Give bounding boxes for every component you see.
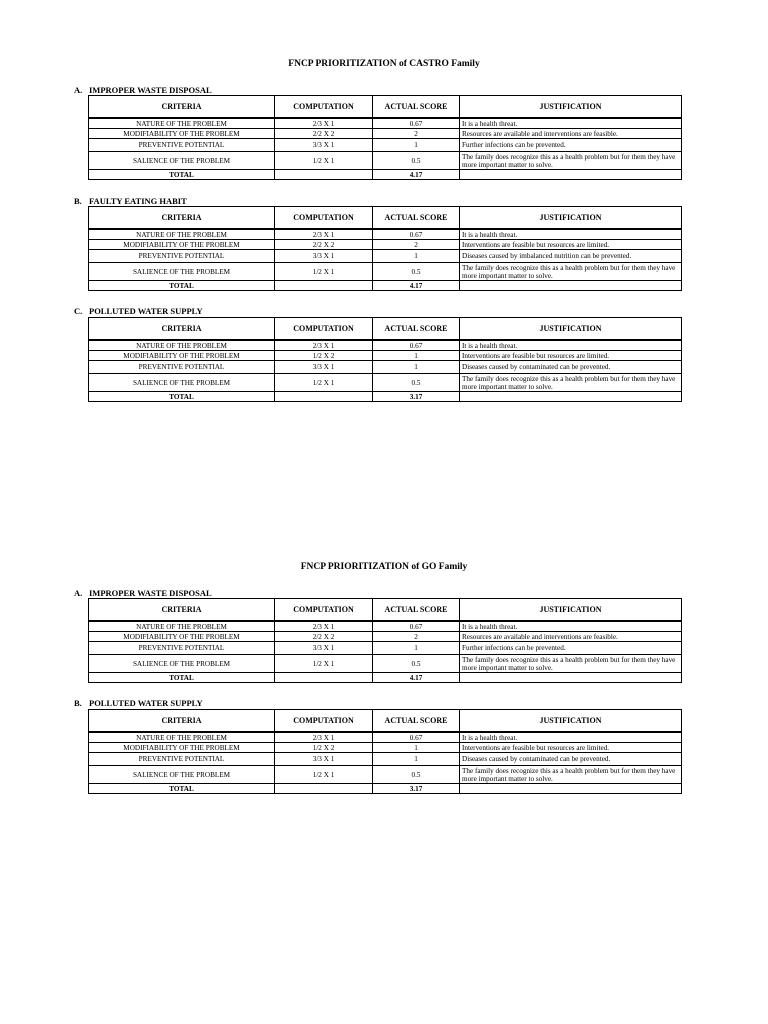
criteria-cell: PREVENTIVE POTENTIAL (89, 753, 275, 766)
total-justification-cell (460, 784, 682, 794)
computation-cell: 2/2 X 2 (275, 240, 373, 250)
computation-cell: 2/3 X 1 (275, 621, 373, 632)
justification-cell: The family does recognize this as a health problem but for them they have more important matter to solve. (460, 152, 682, 170)
actual-score-header: ACTUAL SCORE (373, 96, 460, 119)
score-cell: 0.5 (373, 152, 460, 170)
table-row (89, 263, 682, 281)
score-cell: 1 (373, 250, 460, 263)
computation-header: COMPUTATION (275, 599, 373, 622)
justification-cell: Interventions are feasible but resources are limited. (460, 240, 682, 250)
criteria-header: CRITERIA (89, 96, 275, 119)
table-row (89, 250, 682, 263)
criteria-cell: SALIENCE OF THE PROBLEM (89, 655, 275, 673)
go-section-b-table (88, 709, 682, 794)
total-score-cell: 4.17 (373, 170, 460, 180)
score-cell: 0.5 (373, 766, 460, 784)
castro-section-a-heading (74, 85, 212, 95)
total-row (89, 673, 682, 683)
justification-cell: It is a health threat. (460, 229, 682, 240)
total-row (89, 170, 682, 180)
justification-cell: Diseases caused by contaminated can be prevented. (460, 753, 682, 766)
score-cell: 0.67 (373, 621, 460, 632)
score-cell: 1 (373, 753, 460, 766)
computation-cell: 2/2 X 2 (275, 632, 373, 642)
castro-section-a-table (88, 95, 682, 180)
computation-cell: 1/2 X 2 (275, 351, 373, 361)
criteria-cell: MODIFIABILITY OF THE PROBLEM (89, 240, 275, 250)
table-row (89, 129, 682, 139)
go-section-a-table (88, 598, 682, 683)
table-row (89, 139, 682, 152)
criteria-header: CRITERIA (89, 710, 275, 733)
table-row (89, 229, 682, 240)
total-justification-cell (460, 673, 682, 683)
justification-cell: Further infections can be prevented. (460, 642, 682, 655)
section-title: FAULTY EATING HABIT (89, 196, 187, 206)
total-score-cell: 3.17 (373, 784, 460, 794)
criteria-cell: SALIENCE OF THE PROBLEM (89, 766, 275, 784)
actual-score-header: ACTUAL SCORE (373, 599, 460, 622)
justification-cell: Diseases caused by contaminated can be prevented. (460, 361, 682, 374)
go-section-b-heading (74, 698, 203, 708)
table-row (89, 621, 682, 632)
computation-cell: 3/3 X 1 (275, 250, 373, 263)
criteria-cell: MODIFIABILITY OF THE PROBLEM (89, 743, 275, 753)
section-letter: B. (74, 196, 82, 206)
table-row (89, 152, 682, 170)
total-computation-cell (275, 392, 373, 402)
section-title: POLLUTED WATER SUPPLY (89, 698, 203, 708)
score-cell: 0.5 (373, 263, 460, 281)
criteria-cell: SALIENCE OF THE PROBLEM (89, 374, 275, 392)
computation-cell: 2/3 X 1 (275, 118, 373, 129)
criteria-cell: SALIENCE OF THE PROBLEM (89, 263, 275, 281)
castro-section-b-heading (74, 196, 187, 206)
computation-cell: 2/3 X 1 (275, 732, 373, 743)
score-cell: 0.67 (373, 732, 460, 743)
total-justification-cell (460, 170, 682, 180)
score-cell: 2 (373, 240, 460, 250)
justification-header: JUSTIFICATION (460, 318, 682, 341)
section-letter: A. (74, 588, 83, 598)
total-label: TOTAL (89, 784, 275, 794)
criteria-cell: NATURE OF THE PROBLEM (89, 229, 275, 240)
criteria-cell: MODIFIABILITY OF THE PROBLEM (89, 632, 275, 642)
justification-cell: Resources are available and interventions are feasible. (460, 632, 682, 642)
computation-cell: 1/2 X 2 (275, 743, 373, 753)
table-row (89, 340, 682, 351)
table-row (89, 240, 682, 250)
justification-cell: Interventions are feasible but resources are limited. (460, 743, 682, 753)
criteria-cell: NATURE OF THE PROBLEM (89, 732, 275, 743)
computation-header: COMPUTATION (275, 96, 373, 119)
criteria-cell: NATURE OF THE PROBLEM (89, 621, 275, 632)
actual-score-header: ACTUAL SCORE (373, 207, 460, 230)
computation-cell: 1/2 X 1 (275, 766, 373, 784)
total-computation-cell (275, 281, 373, 291)
justification-cell: It is a health threat. (460, 621, 682, 632)
section-title: IMPROPER WASTE DISPOSAL (89, 588, 212, 598)
table-row (89, 753, 682, 766)
criteria-cell: PREVENTIVE POTENTIAL (89, 139, 275, 152)
justification-cell: The family does recognize this as a health problem but for them they have more important matter to solve. (460, 766, 682, 784)
computation-header: COMPUTATION (275, 318, 373, 341)
justification-header: JUSTIFICATION (460, 207, 682, 230)
computation-cell: 3/3 X 1 (275, 139, 373, 152)
castro-section-c-heading (74, 306, 203, 316)
computation-cell: 3/3 X 1 (275, 361, 373, 374)
total-justification-cell (460, 281, 682, 291)
table-row (89, 766, 682, 784)
actual-score-header: ACTUAL SCORE (373, 710, 460, 733)
criteria-header: CRITERIA (89, 599, 275, 622)
score-cell: 0.67 (373, 340, 460, 351)
criteria-cell: PREVENTIVE POTENTIAL (89, 361, 275, 374)
castro-section-b-table (88, 206, 682, 291)
section-letter: B. (74, 698, 82, 708)
section-title: POLLUTED WATER SUPPLY (89, 306, 203, 316)
justification-cell: The family does recognize this as a health problem but for them they have more important matter to solve. (460, 374, 682, 392)
computation-cell: 2/2 X 2 (275, 129, 373, 139)
table-row (89, 361, 682, 374)
table-row (89, 655, 682, 673)
castro-section-c-table (88, 317, 682, 402)
computation-header: COMPUTATION (275, 207, 373, 230)
criteria-cell: NATURE OF THE PROBLEM (89, 118, 275, 129)
justification-cell: Further infections can be prevented. (460, 139, 682, 152)
go-family-title: FNCP PRIORITIZATION of GO Family (300, 562, 468, 572)
section-letter: C. (74, 306, 83, 316)
computation-header: COMPUTATION (275, 710, 373, 733)
table-row (89, 732, 682, 743)
justification-cell: The family does recognize this as a health problem but for them they have more important matter to solve. (460, 263, 682, 281)
computation-cell: 3/3 X 1 (275, 753, 373, 766)
total-label: TOTAL (89, 392, 275, 402)
total-label: TOTAL (89, 170, 275, 180)
table-row (89, 743, 682, 753)
justification-cell: Resources are available and interventions are feasible. (460, 129, 682, 139)
actual-score-header: ACTUAL SCORE (373, 318, 460, 341)
justification-cell: It is a health threat. (460, 340, 682, 351)
table-row (89, 632, 682, 642)
total-row (89, 281, 682, 291)
score-cell: 0.5 (373, 374, 460, 392)
total-row (89, 784, 682, 794)
table-row (89, 351, 682, 361)
total-computation-cell (275, 170, 373, 180)
justification-cell: Diseases caused by imbalanced nutrition can be prevented. (460, 250, 682, 263)
computation-cell: 1/2 X 1 (275, 655, 373, 673)
total-label: TOTAL (89, 673, 275, 683)
section-letter: A. (74, 85, 83, 95)
score-cell: 1 (373, 642, 460, 655)
castro-family-title: FNCP PRIORITIZATION of CASTRO Family (288, 59, 480, 69)
justification-cell: The family does recognize this as a health problem but for them they have more important matter to solve. (460, 655, 682, 673)
table-row (89, 374, 682, 392)
score-cell: 1 (373, 139, 460, 152)
go-section-a-heading (74, 588, 212, 598)
criteria-cell: PREVENTIVE POTENTIAL (89, 642, 275, 655)
justification-cell: Interventions are feasible but resources are limited. (460, 351, 682, 361)
score-cell: 1 (373, 743, 460, 753)
score-cell: 1 (373, 361, 460, 374)
justification-cell: It is a health threat. (460, 118, 682, 129)
justification-header: JUSTIFICATION (460, 96, 682, 119)
score-cell: 1 (373, 351, 460, 361)
criteria-cell: MODIFIABILITY OF THE PROBLEM (89, 351, 275, 361)
table-row (89, 642, 682, 655)
total-computation-cell (275, 673, 373, 683)
score-cell: 0.67 (373, 229, 460, 240)
computation-cell: 1/2 X 1 (275, 374, 373, 392)
section-title: IMPROPER WASTE DISPOSAL (89, 85, 212, 95)
justification-cell: It is a health threat. (460, 732, 682, 743)
total-label: TOTAL (89, 281, 275, 291)
total-justification-cell (460, 392, 682, 402)
computation-cell: 1/2 X 1 (275, 263, 373, 281)
total-score-cell: 4.17 (373, 673, 460, 683)
justification-header: JUSTIFICATION (460, 710, 682, 733)
criteria-header: CRITERIA (89, 207, 275, 230)
criteria-cell: PREVENTIVE POTENTIAL (89, 250, 275, 263)
score-cell: 2 (373, 632, 460, 642)
criteria-header: CRITERIA (89, 318, 275, 341)
total-computation-cell (275, 784, 373, 794)
table-row (89, 118, 682, 129)
computation-cell: 3/3 X 1 (275, 642, 373, 655)
criteria-cell: MODIFIABILITY OF THE PROBLEM (89, 129, 275, 139)
computation-cell: 2/3 X 1 (275, 229, 373, 240)
justification-header: JUSTIFICATION (460, 599, 682, 622)
score-cell: 2 (373, 129, 460, 139)
criteria-cell: SALIENCE OF THE PROBLEM (89, 152, 275, 170)
criteria-cell: NATURE OF THE PROBLEM (89, 340, 275, 351)
total-row (89, 392, 682, 402)
total-score-cell: 4.17 (373, 281, 460, 291)
score-cell: 0.5 (373, 655, 460, 673)
computation-cell: 1/2 X 1 (275, 152, 373, 170)
total-score-cell: 3.17 (373, 392, 460, 402)
score-cell: 0.67 (373, 118, 460, 129)
computation-cell: 2/3 X 1 (275, 340, 373, 351)
